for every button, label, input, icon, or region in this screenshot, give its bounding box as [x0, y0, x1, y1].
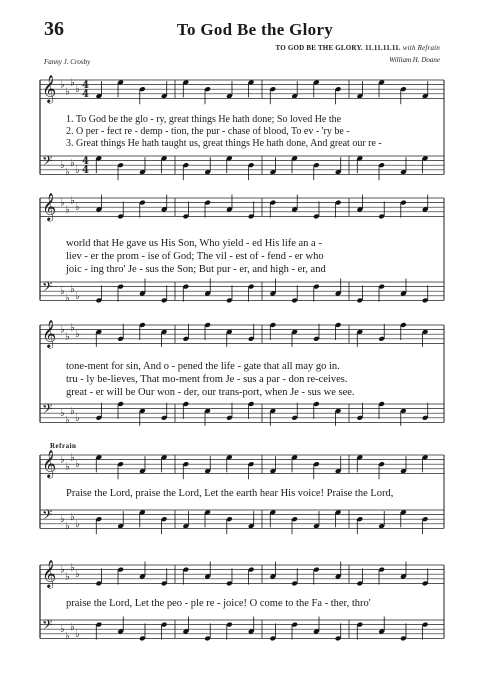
flat-icon: ♭ [60, 79, 65, 91]
lyric-line: 3. Great things He hath taught us, great things He hath done, And great our re - [66, 138, 382, 149]
flat-icon: ♭ [70, 562, 75, 574]
flat-icon: ♭ [75, 290, 80, 302]
lyric-line: joic - ing thro' Je - sus the Son; But pur - er, and high - er, and [66, 264, 326, 275]
flat-icon: ♭ [60, 286, 65, 298]
treble-clef-icon: 𝄞 [42, 74, 57, 103]
flat-icon: ♭ [70, 621, 75, 633]
flat-icon: ♭ [70, 195, 75, 207]
bass-clef-icon: 𝄢 [42, 506, 53, 526]
lyric-line: liev - er the prom - ise of God; The vil - est of - fend - er who [66, 251, 324, 262]
treble-clef-icon: 𝄞 [42, 559, 57, 588]
flat-icon: ♭ [70, 157, 75, 169]
treble-clef-icon: 𝄞 [42, 449, 57, 478]
flat-icon: ♭ [65, 631, 70, 643]
hymn-author: Fanny J. Crosby [44, 58, 91, 66]
flat-icon: ♭ [70, 511, 75, 523]
flat-icon: ♭ [70, 452, 75, 464]
lyric-line: tru - ly be-lieves, That mo-ment from Je - sus a par - don re-ceives. [66, 374, 348, 385]
flat-icon: ♭ [75, 569, 80, 581]
flat-icon: ♭ [70, 77, 75, 89]
flat-icon: ♭ [75, 518, 80, 530]
time-signature: 4 [82, 165, 89, 177]
treble-clef-icon: 𝄞 [42, 319, 57, 348]
bass-clef-icon: 𝄢 [42, 152, 53, 172]
flat-icon: ♭ [60, 160, 65, 172]
flat-icon: ♭ [60, 564, 65, 576]
flat-icon: ♭ [70, 322, 75, 334]
flat-icon: ♭ [65, 293, 70, 305]
page-number: 36 [44, 18, 64, 40]
flat-icon: ♭ [65, 204, 70, 216]
flat-icon: ♭ [70, 405, 75, 417]
treble-clef-icon: 𝄞 [42, 192, 57, 221]
tune-name: TO GOD BE THE GLORY. [275, 44, 364, 52]
meter: 11.11.11.11. [364, 44, 401, 52]
flat-icon: ♭ [65, 86, 70, 98]
flat-icon: ♭ [65, 571, 70, 583]
flat-icon: ♭ [65, 331, 70, 343]
flat-icon: ♭ [60, 408, 65, 420]
flat-icon: ♭ [60, 514, 65, 526]
time-signature: 4 [82, 89, 89, 101]
lyric-line: praise the Lord, Let the peo - ple re - joice! O come to the Fa - ther, thro' [66, 598, 371, 609]
flat-icon: ♭ [65, 167, 70, 179]
flat-icon: ♭ [60, 197, 65, 209]
flat-icon: ♭ [75, 412, 80, 424]
refrain-note: with Refrain [402, 44, 440, 52]
flat-icon: ♭ [75, 459, 80, 471]
lyric-line: tone-ment for sin, And o - pened the life - gate that all may go in. [66, 361, 340, 372]
lyric-line: world that He gave us His Son, Who yield - ed His life an a - [66, 238, 322, 249]
flat-icon: ♭ [60, 454, 65, 466]
flat-icon: ♭ [70, 283, 75, 295]
hymn-title: To God Be the Glory [176, 20, 334, 39]
flat-icon: ♭ [75, 84, 80, 96]
bass-clef-icon: 𝄢 [42, 616, 53, 636]
flat-icon: ♭ [75, 329, 80, 341]
flat-icon: ♭ [75, 628, 80, 640]
refrain-label: Refrain [50, 442, 77, 450]
flat-icon: ♭ [75, 202, 80, 214]
lyric-line: 2. O per - fect re - demp - tion, the pur - chase of blood, To ev - 'ry be - [66, 126, 350, 137]
flat-icon: ♭ [60, 624, 65, 636]
flat-icon: ♭ [65, 415, 70, 427]
flat-icon: ♭ [65, 461, 70, 473]
lyric-line: 1. To God be the glo - ry, great things He hath done; So loved He the [66, 114, 342, 125]
flat-icon: ♭ [60, 324, 65, 336]
flat-icon: ♭ [75, 164, 80, 176]
hymn-composer: William H. Doane [389, 56, 440, 64]
bass-clef-icon: 𝄢 [42, 400, 53, 420]
lyric-line: Praise the Lord, praise the Lord, Let the earth hear His voice! Praise the Lord, [66, 488, 394, 499]
time-signature: 4 [82, 79, 89, 91]
time-signature: 4 [82, 155, 89, 167]
lyric-line: great - er will be Our won - der, our trans-port, when Je - sus we see. [66, 387, 355, 398]
bass-clef-icon: 𝄢 [42, 278, 53, 298]
flat-icon: ♭ [65, 521, 70, 533]
